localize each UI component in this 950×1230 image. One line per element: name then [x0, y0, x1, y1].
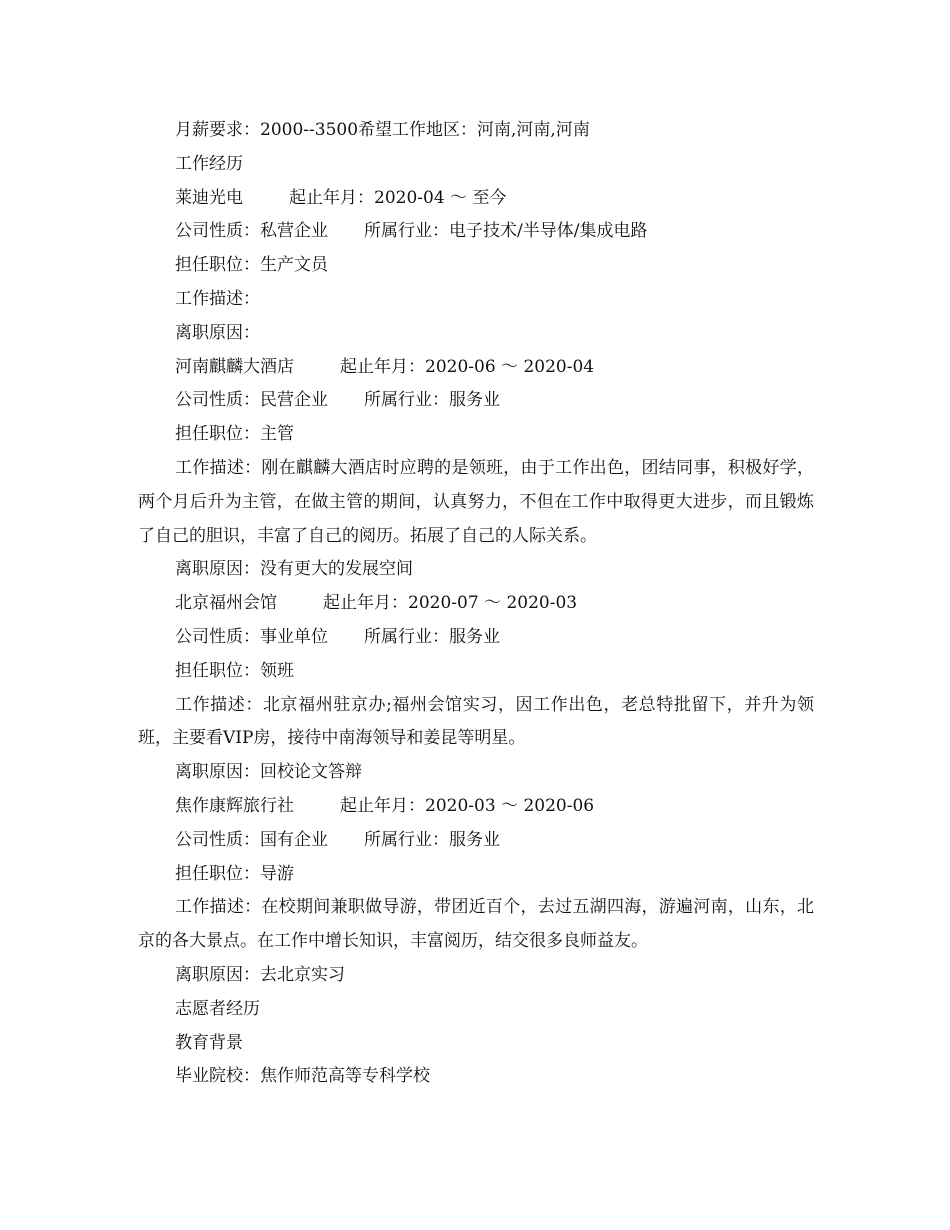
- job-position: 担任职位：导游: [175, 863, 294, 884]
- work-experience-heading: 工作经历: [175, 153, 243, 174]
- job-meta: [138, 621, 814, 655]
- job-nature: 公司性质：私营企业: [175, 221, 328, 242]
- job-leave-reason: 离职原因：回校论文答辩: [175, 762, 362, 783]
- job-nature: 公司性质：事业单位: [175, 626, 328, 647]
- job-nature: 公司性质：民营企业: [175, 390, 328, 411]
- job-leave-reason: 离职原因：去北京实习: [175, 964, 345, 985]
- job-company: 莱迪光电: [175, 187, 243, 208]
- job-description: 工作描述：在校期间兼职做导游，带团近百个，去过五湖四海，游遍河南，山东，北京的各大景点。在工作中增长知识，丰富阅历，结交很多良师益友。: [138, 897, 814, 952]
- job-industry: 所属行业：服务业: [364, 829, 500, 850]
- education-heading: 教育背景: [175, 1032, 243, 1053]
- job-company: 河南麒麟大酒店: [175, 356, 294, 377]
- job-description: 工作描述：刚在麒麟大酒店时应聘的是领班，由于工作出色，团结同事，积极好学，两个月后升为主管，在做主管的期间，认真努力，不但在工作中取得更大进步，而且锻炼了自己的胆识，丰富了自己的阅历。拓展了自己的人际关系。: [138, 457, 814, 546]
- job-leave-reason: 离职原因：没有更大的发展空间: [175, 559, 413, 580]
- job-company: 北京福州会馆: [175, 593, 277, 614]
- job-industry: 所属行业：服务业: [364, 626, 500, 647]
- job-industry: 所属行业：电子技术/半导体/集成电路: [364, 221, 648, 242]
- job-period: 起止年月：2020-07 ～ 2020-03: [323, 593, 578, 614]
- job-meta: [138, 215, 814, 249]
- job-nature: 公司性质：国有企业: [175, 829, 328, 850]
- salary-line: 月薪要求：2000--3500希望工作地区：河南,河南,河南: [175, 120, 590, 140]
- job-position: 担任职位：生产文员: [175, 255, 328, 276]
- job-header: [138, 182, 814, 216]
- job-period: 起止年月：2020-06 ～ 2020-04: [340, 356, 595, 377]
- job-header: [138, 351, 814, 385]
- volunteer-heading: 志愿者经历: [175, 998, 260, 1019]
- job-company: 焦作康辉旅行社: [175, 795, 294, 816]
- job-industry: 所属行业：服务业: [364, 390, 500, 411]
- job-meta: [138, 824, 814, 858]
- job-position: 担任职位：主管: [175, 424, 294, 445]
- job-period: 起止年月：2020-04 ～ 至今: [289, 187, 507, 208]
- job-description: 工作描述：北京福州驻京办;福州会馆实习，因工作出色，老总特批留下，并升为领班，主要看VIP房，接待中南海领导和姜昆等明星。: [138, 694, 814, 749]
- school-line: 毕业院校：焦作师范高等专科学校: [175, 1066, 430, 1087]
- job-position: 担任职位：领班: [175, 660, 294, 681]
- job-header: [138, 587, 814, 621]
- resume-content: [138, 114, 814, 1094]
- job-description: 工作描述：: [175, 288, 260, 309]
- job-leave-reason: 离职原因：: [175, 322, 260, 343]
- job-header: [138, 790, 814, 824]
- job-meta: [138, 384, 814, 418]
- job-period: 起止年月：2020-03 ～ 2020-06: [340, 795, 595, 816]
